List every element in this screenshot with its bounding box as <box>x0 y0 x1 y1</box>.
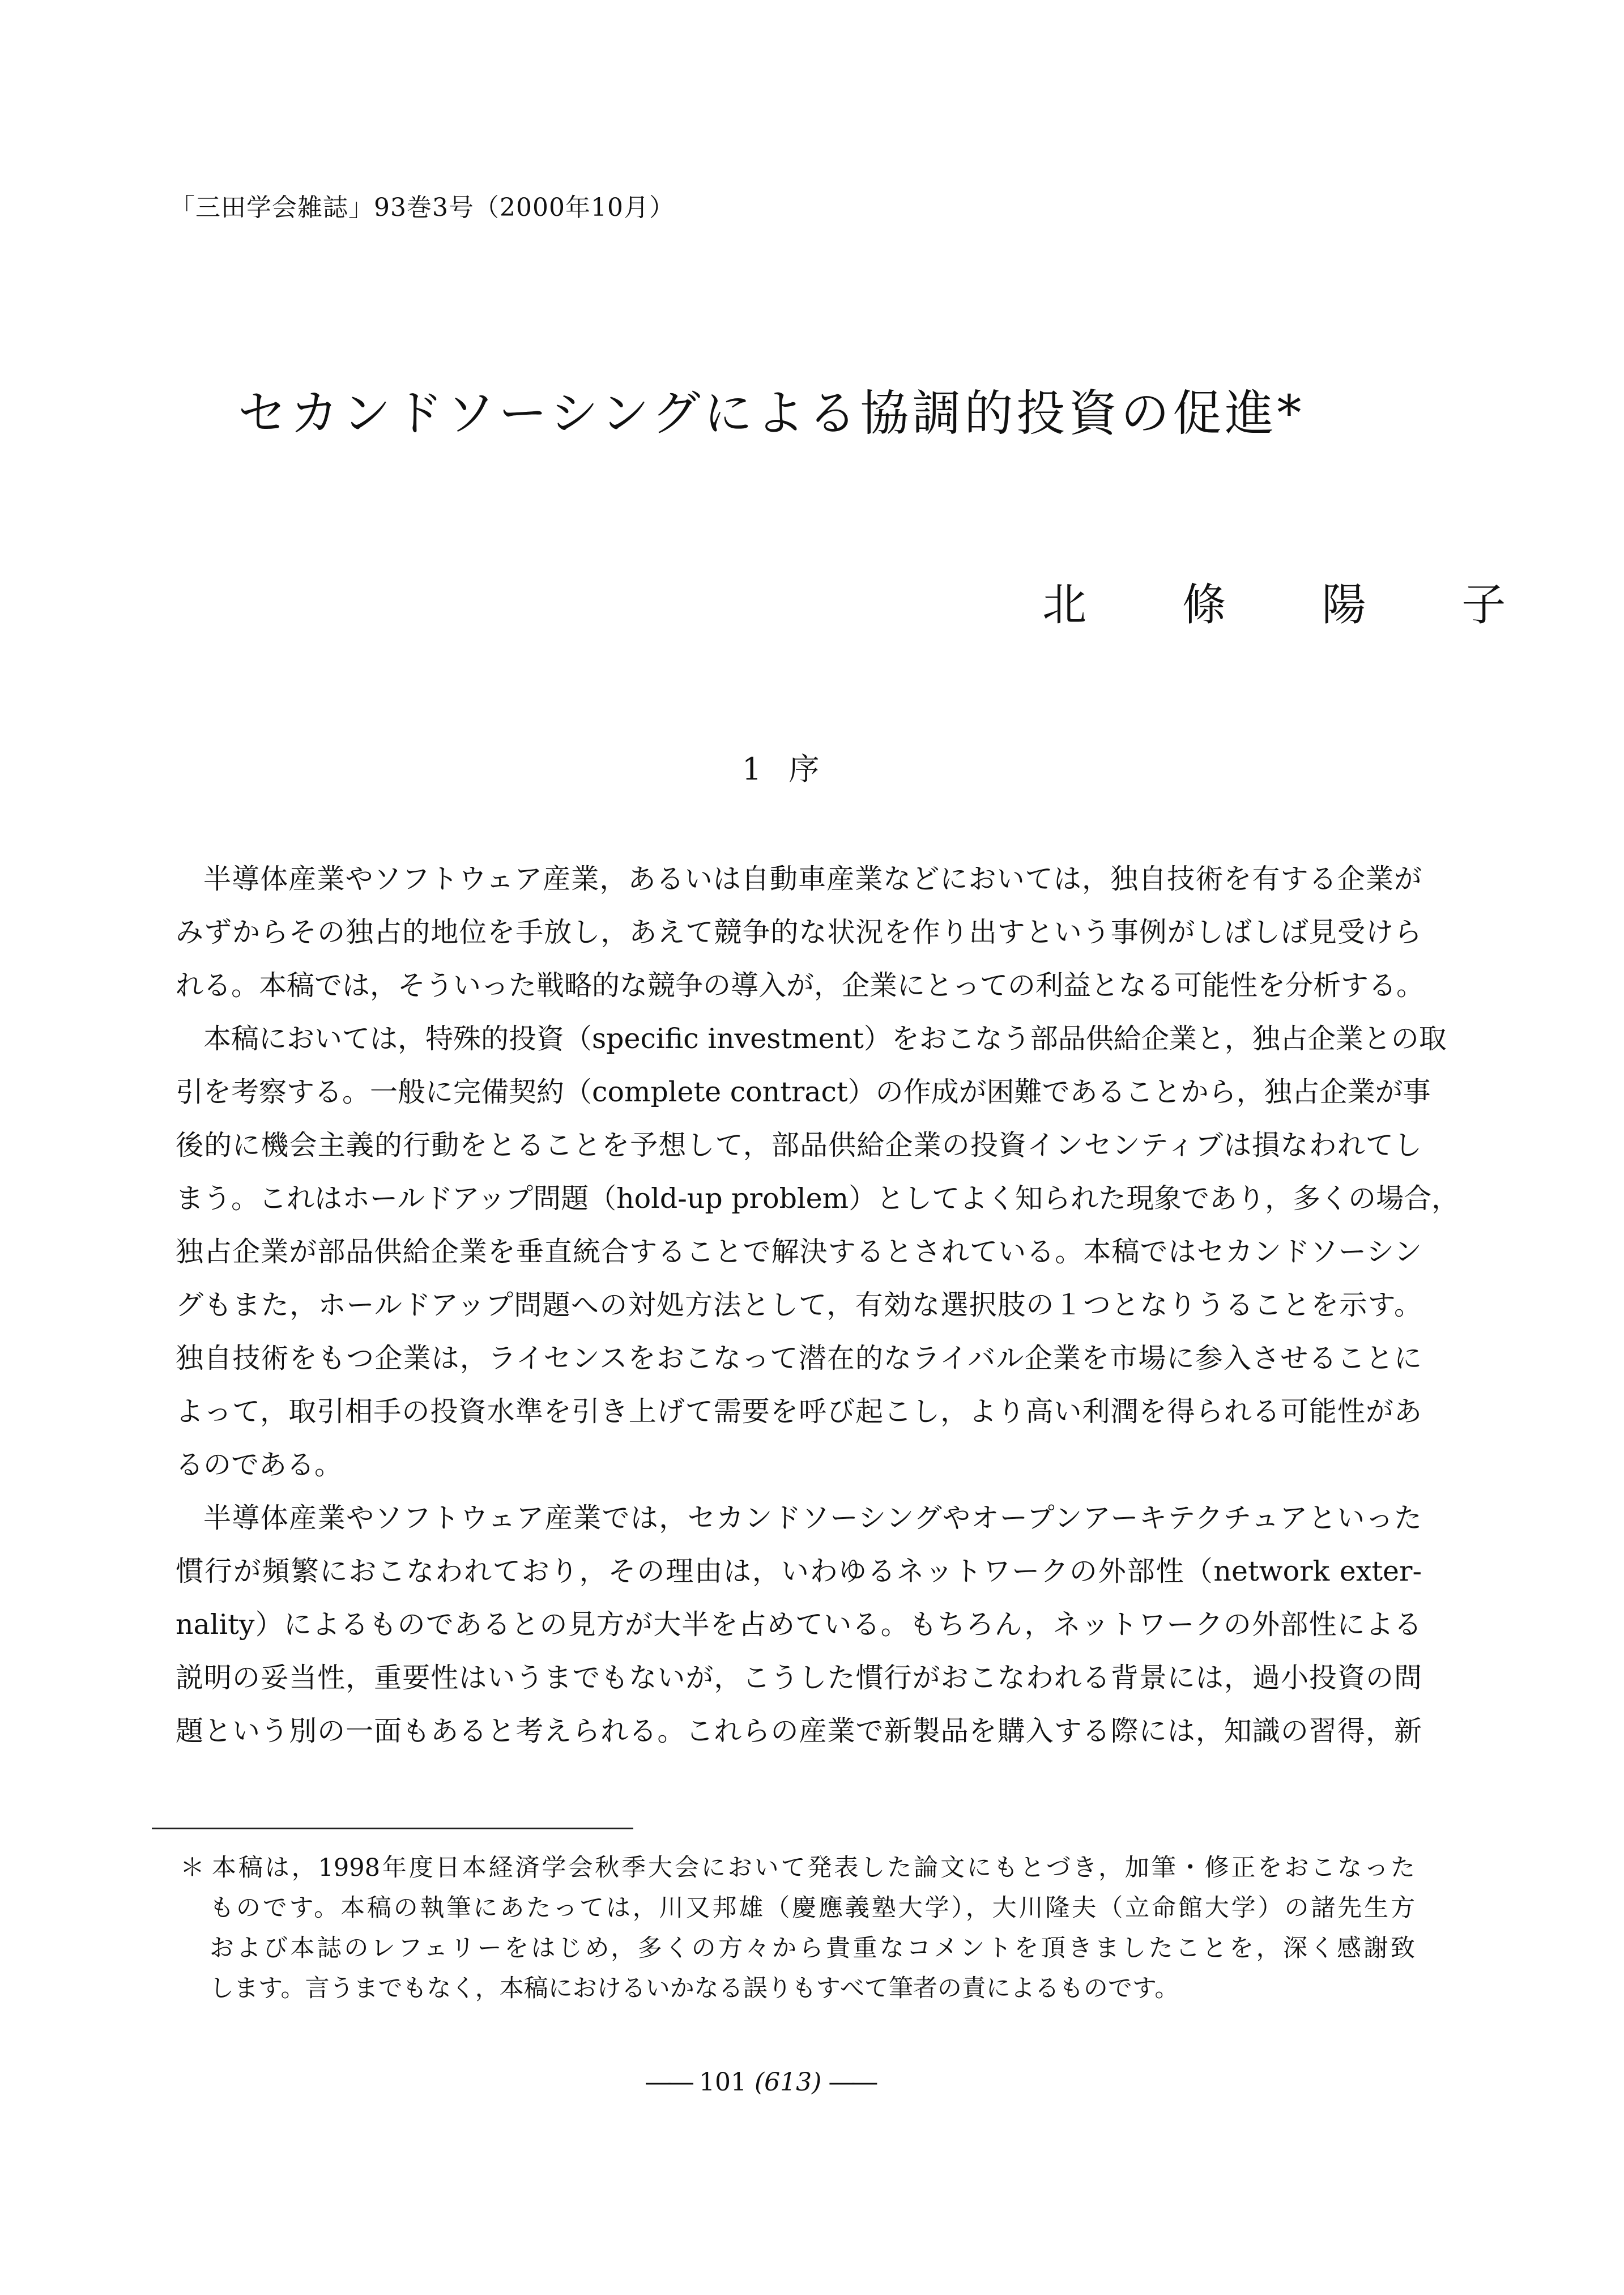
footnote-text: 本稿は，1998年度日本経済学会秋季大会において発表した論文にもとづき，加筆・修正をおこなった <box>210 1854 1415 1882</box>
page-number <box>646 2068 875 2097</box>
footnote-line <box>180 1848 1415 1888</box>
page-number-value: 101 <box>699 2068 747 2097</box>
page-number-original: (613) <box>754 2068 822 2097</box>
section-title: 序 <box>788 751 820 787</box>
body-line: みずからその独占的地位を手放し，あえて競争的な状況を作り出すという事例がしばしば見受けら <box>176 916 1422 948</box>
footnote-mark: ＊ <box>180 1854 204 1882</box>
body-line: 半導体産業やソフトウェア産業，あるいは自動車産業などにおいては，独自技術を有する企業が <box>203 863 1422 895</box>
body-line: グもまた，ホールドアップ問題への対処方法として，有効な選択肢の１つとなりうることを示す。 <box>176 1289 1422 1321</box>
body-line: 本稿においては，特殊的投資（specific investment）をおこなう部品供給企業と，独占企業との取 <box>203 1023 1447 1055</box>
footnote-divider <box>152 1828 633 1829</box>
section-heading <box>742 745 819 789</box>
body-line: 引を考察する。一般に完備契約（complete contract）の作成が困難であることから，独占企業が事 <box>176 1076 1431 1108</box>
body-line: 慣行が頻繁におこなわれており，その理由は，いわゆるネットワークの外部性（network exter- <box>176 1555 1422 1587</box>
body-line: nality）によるものであるとの見方が大半を占めている。もちろん，ネットワークの外部性による <box>176 1608 1422 1641</box>
footnote-line: ものです。本稿の執筆にあたっては，川又邦雄（慶應義塾大学），大川隆夫（立命館大学）の諸先生方 <box>210 1894 1415 1922</box>
section-number: 1 <box>742 751 762 787</box>
body-line: 独自技術をもつ企業は，ライセンスをおこなって潜在的なライバル企業を市場に参入させることに <box>176 1342 1422 1374</box>
author-name: 北 條 陽 子 <box>1042 580 1547 631</box>
body-line: まう。これはホールドアップ問題（hold-up problem）としてよく知られた現象であり，多くの場合， <box>176 1182 1460 1215</box>
article-title: セカンドソーシングによる協調的投資の促進* <box>238 385 1305 442</box>
journal-citation: 「三田学会雑誌」93巻3号（2000年10月） <box>170 193 675 222</box>
footnote <box>180 1848 1415 2009</box>
page-number-dash-right: ―― <box>829 2068 875 2097</box>
body-line: 題という別の一面もあると考えられる。これらの産業で新製品を購入する際には，知識の習得，新 <box>176 1715 1422 1747</box>
page-number-dash-left: ―― <box>646 2068 691 2097</box>
body-line: 独占企業が部品供給企業を垂直統合することで解決するとされている。本稿ではセカンドソーシン <box>176 1236 1422 1268</box>
body-line: るのである。 <box>176 1449 343 1481</box>
footnote-line: および本誌のレフェリーをはじめ，多くの方々から貴重なコメントを頂きましたことを，深く感謝致 <box>210 1934 1415 1962</box>
body-text <box>176 853 1460 1758</box>
body-line: よって，取引相手の投資水準を引き上げて需要を呼び起こし，より高い利潤を得られる可能性があ <box>176 1395 1422 1428</box>
body-line: 半導体産業やソフトウェア産業では，セカンドソーシングやオープンアーキテクチュアといった <box>203 1502 1422 1534</box>
body-line: 説明の妥当性，重要性はいうまでもないが，こうした慣行がおこなわれる背景には，過小投資の問 <box>176 1662 1422 1694</box>
body-line: 後的に機会主義的行動をとることを予想して，部品供給企業の投資インセンティブは損なわれてし <box>176 1129 1422 1161</box>
footnote-line: します。言うまでもなく，本稿におけるいかなる誤りもすべて筆者の責によるものです。 <box>210 1974 1179 2003</box>
body-line: れる。本稿では，そういった戦略的な競争の導入が，企業にとっての利益となる可能性を分析する。 <box>176 969 1425 1002</box>
